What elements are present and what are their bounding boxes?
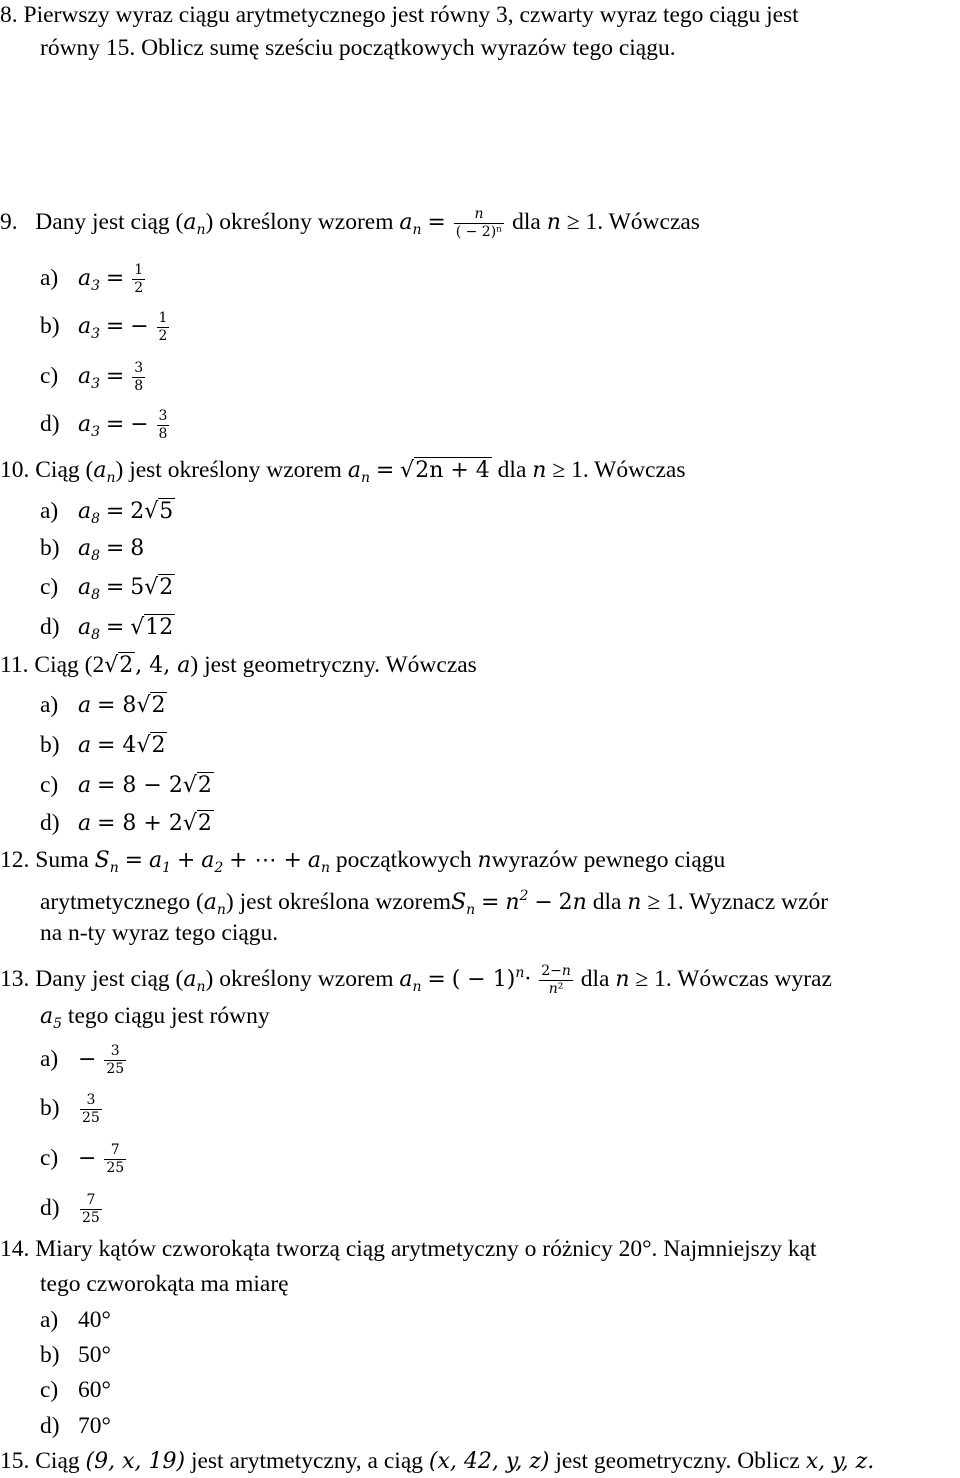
q14-option-d: d) 70° [40,1413,111,1439]
q9-text: ) określony wzorem [205,208,394,235]
q13-line2: $a_5$ tego ciągu jest równy [40,1003,270,1032]
q13-option-d: d) $\frac{7}{25}$ [40,1192,100,1226]
q9-formula: $\frac{n}{\text{( − 2)ⁿ}}$ [455,206,503,240]
q9-text: Dany jest ciąg ( [35,208,184,235]
q14-line2: tego czworokąta ma miarę [40,1271,289,1297]
q9-option-a: a) $a_3$ = $\frac{1}{2}$ [40,262,144,296]
q9-option-b: b) $a_3$ = − $\frac{1}{2}$ [40,310,168,344]
q10-option-d: d) $a_8 = √12$ [40,614,174,643]
q10-line: 10. Ciąg $(a_n)$ jest określony wzorem $a_n = √2n + 4$ dla n ≥ 1. Wówczas [0,457,686,486]
q9-number: 9. [0,208,18,235]
q12-line2: arytmetycznego $(a_n)$ jest określona wzoremS$_n$ = $n^2 - 2n$ dla n ≥ 1. Wyznacz wzór [40,888,829,918]
q10-option-b: b) $a_8 = 8$ [40,535,145,564]
q9-option-c: c) $a_3$ = $\frac{3}{8}$ [40,360,144,394]
q11-line: 11. Ciąg (2√2, 4, a) jest geometryczny. Wówczas [0,652,477,678]
q12-line3: na n-ty wyraz tego ciągu. [40,920,279,946]
q13-option-b: b) $\frac{3}{25}$ [40,1092,100,1126]
q10-option-a: a) $a_8 = 2√5$ [40,498,174,527]
q8-line2: równy 15. Oblicz sumę sześciu początkowych wyrazów tego ciągu. [40,35,676,61]
q14-line1: 14. Miary kątów czworokąta tworzą ciąg arytmetyczny o różnicy 20°. Najmniejszy kąt [0,1236,817,1262]
q9-line: 9. Dany jest ciąg $(a_n)$ określony wzorem $a_n$ = $\frac{n}{\text{( − 2)ⁿ}}$ dla n ≥ 1. Wówczas [0,206,700,240]
q11-option-c: c) a = 8 − 2√2 [40,772,212,798]
q14-option-c: c) 60° [40,1377,111,1403]
q14-option-b: b) 50° [40,1342,111,1368]
q13-line1: 13. Dany jest ciąg $(a_n)$ określony wzorem $a_n$ = ( − 1)$^n$· $\frac{2-n}{\text{n²}}$ dla n ≥ 1. Wówczas wyraz [0,963,832,998]
q15-line: 15. Ciąg (9, x, 19) jest arytmetyczny, a ciąg (x, 42, y, z) jest geometryczny. Oblicz x, y, z. [0,1448,875,1474]
q10-option-c: c) $a_8 = 5√2$ [40,574,174,603]
q11-option-a: a) a = 8√2 [40,692,166,718]
q9-option-d: d) $a_3$ = − $\frac{3}{8}$ [40,408,168,442]
q13-option-a: a) − $\frac{3}{25}$ [40,1043,125,1077]
q12-line1: 12. Suma $S_n = a_1 + a_2$ + ⋯ + $a_n$ początkowych nwyrazów pewnego ciągu [0,847,726,876]
q11-option-b: b) a = 4√2 [40,732,166,758]
q8-line1: 8. Pierwszy wyraz ciągu arytmetycznego jest równy 3, czwarty wyraz tego ciągu jest [0,2,799,28]
q13-option-c: c) − $\frac{7}{25}$ [40,1142,125,1176]
q14-option-a: a) 40° [40,1307,111,1333]
q11-option-d: d) a = 8 + 2√2 [40,810,212,836]
q10-sqrt: √2n + 4 [400,458,490,483]
